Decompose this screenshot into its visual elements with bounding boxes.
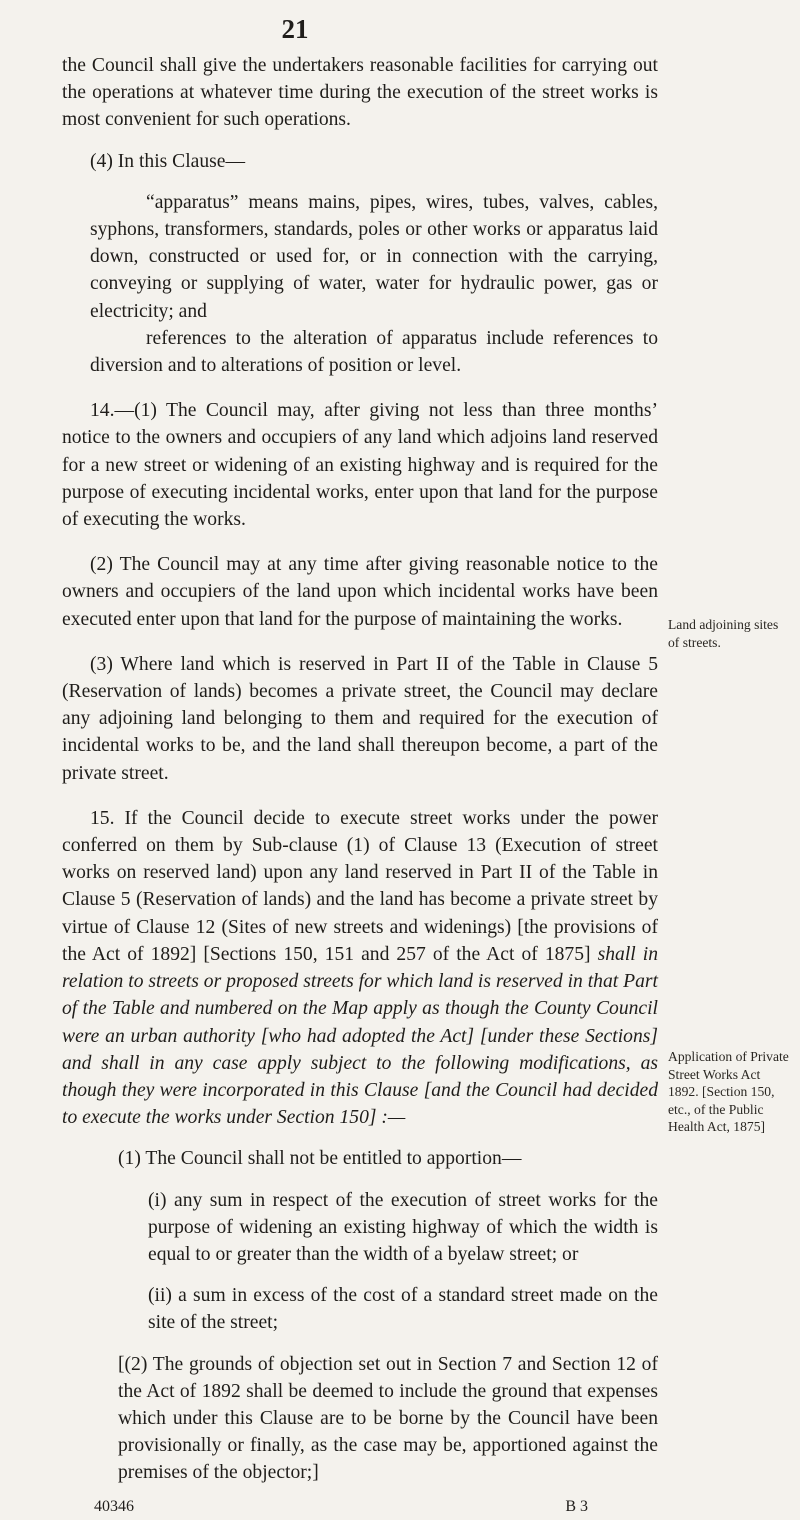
clause-15-italic-a: shall in relation to streets or proposed streets for which land is reserved in that Part of the Table and numbered [62,943,659,1020]
clause-15-paragraph [62,805,658,1131]
clause-14-subclause-1: 14.—(1) The Council may, after giving not less than three months’ notice to the owners and occupiers of any land which adjoins land reserved for a new street or widening of an existing highway and is required for the purpose of executing incidental works, enter upon that land for the purpose of executing the works. [62,400,658,531]
definition-apparatus: “apparatus” means mains, pipes, wires, tubes, valves, cables, syphons, transformers, standards, poles or other works or apparatus laid down, constructed or used for, or in connection with the carrying, conveying or supplying of water, water for hydraulic power, gas or electricity; and [90,191,658,322]
footer-signature-mark: B 3 [565,1497,588,1515]
clause-15-italic-b: on the Map apply as though the County Council were an urban authority [who had adopted the Act] [under these Sections] and shall in any case apply subject to the following modifications, as though they were incorporated in this Clause [and the Council had decided to execute the works under Section 150] :— [62,998,658,1129]
clause-15-text: 15. If the Council decide to execute street works under the power conferred on them by Sub-clause (1) of Clause 13 (Execution of street works on reserved land) upon any land reserved in Part II of the Table in Clause 5 (Reservation of lands) and the land has become a private street by virtue of Clause 12 (Sites of new streets and widenings) [the provisions of the Act of 1892] [Sections 150, 151 and 257 of the Act of 1875] [62,807,658,965]
item-ii: (ii) a sum in excess of the cost of a standard street made on the site of the street; [148,1285,658,1334]
item-i: (i) any sum in respect of the execution of street works for the purpose of widening an existing highway of which the width is equal to or greater than the width of a byelaw street; or [148,1189,658,1265]
margin-note-application: Application of Private Street Works Act 1892. [Section 150, etc., of the Public Health Act, 1875] [668,1049,789,1134]
definition-references: references to the alteration of apparatus include references to diversion and to alterations of position or level. [90,327,658,377]
clause-15-subclause-1: (1) The Council shall not be entitled to apportion— [118,1148,522,1170]
main-text-column [62,52,658,1520]
page-number: 21 [281,14,309,44]
margin-note-land-adjoining: Land adjoining sites of streets. [668,617,779,650]
clause-14-subclause-2: (2) The Council may at any time after giving reasonable notice to the owners and occupiers of the land upon which incidental works have been executed enter upon that land for the purpose of maintaining the works. [62,554,658,630]
page-footer [62,1493,658,1520]
clause-14-subclause-3: (3) Where land which is reserved in Part II of the Table in Clause 5 (Reservation of lands) becomes a private street, the Council may declare any adjoining land belonging to them and required for the execution of incidental works to be, and the land shall thereupon become, a part of the private street. [62,653,658,784]
paragraph-continuation: the Council shall give the undertakers reasonable facilities for carrying out the operations at whatever time during the execution of the street works is most convenient for such operations. [62,55,658,131]
clause-15-subclause-2: [(2) The grounds of objection set out in Section 7 and Section 12 of the Act of 1892 shall be deemed to include the ground that expenses which under this Clause are to be borne by the Council have been provisionally or finally, as the case may be, apportioned against the premises of the objector;] [118,1353,658,1484]
subclause-4-heading: (4) In this Clause— [90,150,246,172]
footer-print-number: 40346 [94,1497,134,1515]
